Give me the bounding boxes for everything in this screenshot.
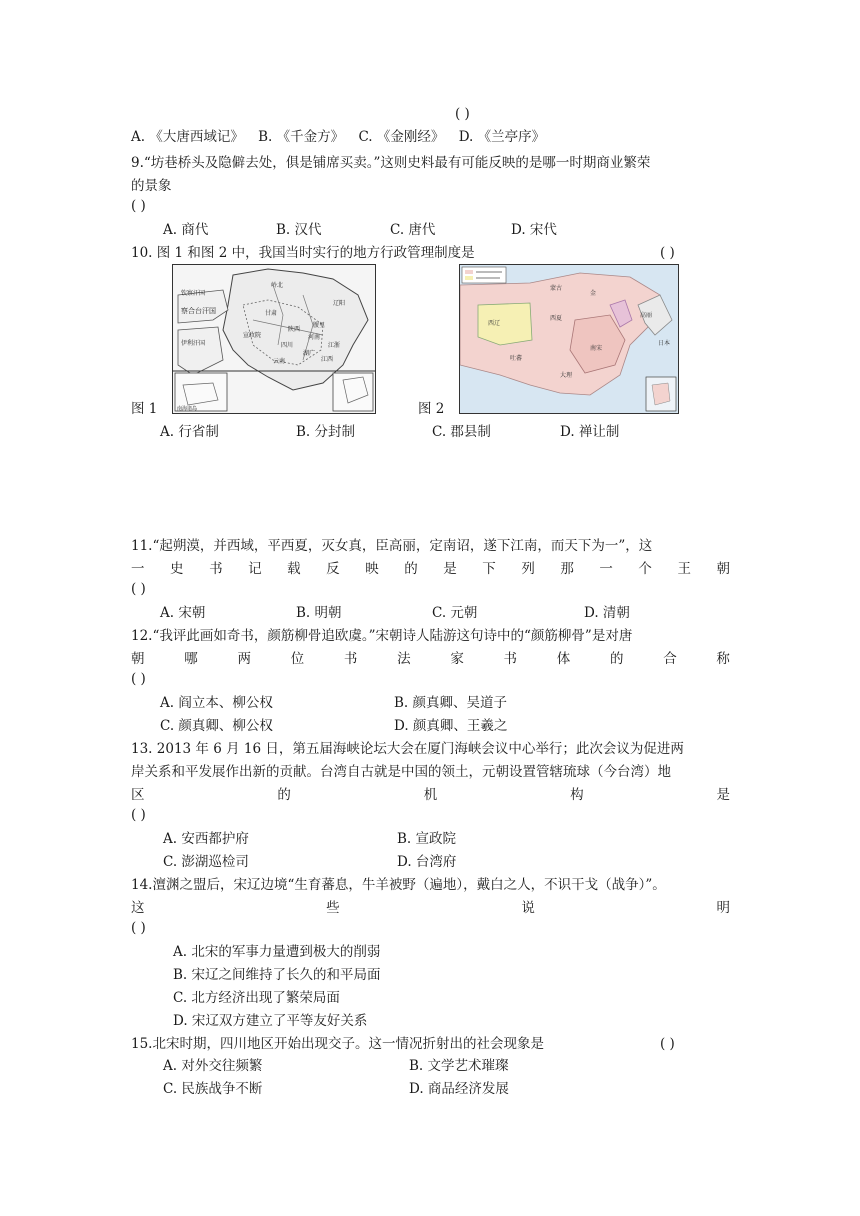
q11-option-d: D. 清朝 xyxy=(584,605,630,621)
q12-stem-line2-char: 家 xyxy=(450,651,464,667)
map1-label-xuanzheng: 宣政院 xyxy=(243,332,262,339)
q13-stem-line3-char: 机 xyxy=(423,787,438,803)
figure-1-yuan-map xyxy=(172,264,376,414)
map1-label-yunnan: 云南 xyxy=(273,358,286,365)
map2-label-tubo: 吐蕃 xyxy=(510,355,523,362)
q10-answer-paren: ( ) xyxy=(660,245,675,261)
q9-option-c: C. 唐代 xyxy=(390,222,436,238)
q12-stem-line2-char: 法 xyxy=(397,651,411,667)
map1-label-south-sea: 南海诸岛 xyxy=(177,406,198,412)
q11-options xyxy=(160,603,630,623)
map1-label-lingbei: 岭北 xyxy=(271,282,284,289)
q12-stem-line2 xyxy=(131,649,730,669)
q15-answer-paren: ( ) xyxy=(660,1036,675,1052)
q12-option-d: D. 颜真卿、王羲之 xyxy=(394,718,508,734)
q13-stem-line2: 岸关系和平发展作出新的贡献。台湾自古就是中国的领土，元朝设置管辖琉球（今台湾）地 xyxy=(131,764,671,780)
q15-option-b: B. 文学艺术璀璨 xyxy=(409,1058,509,1074)
map2-label-xixia: 西夏 xyxy=(550,315,563,322)
q15-option-d: D. 商品经济发展 xyxy=(409,1081,509,1097)
map1-label-henan: 河南 xyxy=(308,334,321,341)
q13-options-row1 xyxy=(163,829,456,849)
q12-options-row1 xyxy=(160,693,507,713)
q8-option-d: D. 《兰亭序》 xyxy=(458,129,546,145)
map2-label-goryeo: 高丽 xyxy=(640,312,653,319)
q13-answer-paren: ( ) xyxy=(131,807,146,823)
q12-stem-line2-char: 合 xyxy=(663,651,677,667)
q11-stem-line2-char: 王 xyxy=(677,561,691,577)
q11-option-b: B. 明朝 xyxy=(296,605,342,621)
map1-label-qincha: 钦察汗国 xyxy=(181,290,206,297)
q15-option-c: C. 民族战争不断 xyxy=(163,1081,263,1097)
figure-2-song-map xyxy=(459,264,679,414)
q14-stem-line2-char: 这 xyxy=(131,900,145,916)
q13-stem-line3-char: 构 xyxy=(570,787,584,803)
q11-stem-line2-char: 载 xyxy=(287,561,301,577)
map1-label-chagatai: 察合台汗国 xyxy=(181,307,216,315)
q13-stem-line3 xyxy=(131,785,730,805)
q12-stem-line2-char: 书 xyxy=(343,651,358,667)
q11-stem-line2-char: 列 xyxy=(521,561,535,577)
q8-answer-paren: ( ) xyxy=(455,106,470,122)
map1-label-fuli: 腹里 xyxy=(313,322,326,329)
q12-stem-line2-char: 哪 xyxy=(184,651,198,667)
q12-stem-line2-char: 两 xyxy=(237,651,251,667)
map2-label-xiliao: 西辽 xyxy=(488,320,501,327)
map2-label-japan: 日本 xyxy=(658,340,671,347)
q10-option-b: B. 分封制 xyxy=(296,424,356,440)
map2-label-dali: 大理 xyxy=(560,372,573,379)
q10-options xyxy=(160,422,619,442)
q12-options-row2 xyxy=(160,716,507,736)
q14-option-c: C. 北方经济出现了繁荣局面 xyxy=(173,990,340,1006)
q11-option-a: A. 宋朝 xyxy=(160,605,206,621)
q11-stem-line2-char: 那 xyxy=(560,561,574,577)
map1-label-ilkhanate: 伊利汗国 xyxy=(181,340,206,347)
q9-stem-line1: 9.“坊巷桥头及隐僻去处，俱是铺席买卖。”这则史料最有可能反映的是哪一时期商业繁荣 xyxy=(131,155,651,171)
q11-stem-line2-char: 是 xyxy=(443,561,457,577)
q12-stem-line2-char: 朝 xyxy=(131,651,145,667)
map1-label-jiangxi: 江西 xyxy=(321,356,334,363)
q10-stem: 10. 图 1 和图 2 中，我国当时实行的地方行政管理制度是 xyxy=(131,245,475,261)
q14-answer-paren: ( ) xyxy=(131,920,146,936)
map1-label-sichuan: 四川 xyxy=(281,342,294,349)
map1-label-liaoyang: 辽阳 xyxy=(333,300,346,307)
q11-stem-line2-char: 记 xyxy=(248,561,262,577)
q9-stem-line2: 的景象 xyxy=(131,178,172,194)
q14-stem-line2-char: 说 xyxy=(521,900,535,916)
q11-stem-line1: 11.“起朔漠，并西域，平西夏，灭女真，臣高丽，定南诏，遂下江南，而天下为一”，这 xyxy=(131,538,653,554)
q9-option-a: A. 商代 xyxy=(163,222,209,238)
figure-2-map-drawing xyxy=(460,265,678,413)
q9-answer-paren: ( ) xyxy=(131,198,146,214)
q11-stem-line2-char: 下 xyxy=(482,561,496,577)
figure-1-map-drawing xyxy=(173,265,375,413)
q10-option-a: A. 行省制 xyxy=(160,424,219,440)
q15-option-a: A. 对外交往频繁 xyxy=(163,1058,263,1074)
map1-label-huguang: 湖广 xyxy=(303,350,316,357)
q10-option-d: D. 禅让制 xyxy=(560,424,620,440)
q10-option-c: C. 郡县制 xyxy=(432,424,491,440)
q9-option-b: B. 汉代 xyxy=(276,222,322,238)
map2-label-southern-song: 南宋 xyxy=(590,345,603,352)
q13-options-row2 xyxy=(163,852,456,872)
q9-options xyxy=(163,220,557,240)
q14-option-a: A. 北宋的军事力量遭到极大的削弱 xyxy=(173,944,381,960)
q14-stem-line2 xyxy=(131,898,730,918)
q8-option-c: C. 《金刚经》 xyxy=(358,129,445,145)
q11-stem-line2-char: 一 xyxy=(599,561,613,577)
q11-stem-line2-char: 反 xyxy=(326,561,340,577)
map2-label-mongol: 蒙古 xyxy=(550,285,563,292)
q13-stem-line3-char: 区 xyxy=(131,787,145,803)
q12-option-c: C. 颜真卿、柳公权 xyxy=(160,718,273,734)
q15-options-row2 xyxy=(163,1079,509,1099)
q12-option-b: B. 颜真卿、吴道子 xyxy=(394,695,508,711)
q12-stem-line2-char: 位 xyxy=(290,651,305,667)
figure-1-caption: 图 1 xyxy=(131,401,158,417)
q12-option-a: A. 阎立本、柳公权 xyxy=(160,695,273,711)
q13-option-b: B. 宣政院 xyxy=(397,831,457,847)
q12-stem-line2-char: 体 xyxy=(556,651,571,667)
q9-option-d: D. 宋代 xyxy=(511,222,557,238)
q14-option-b: B. 宋辽之间维持了长久的和平局面 xyxy=(173,967,381,983)
q13-stem-line1: 13. 2013 年 6 月 16 日，第五届海峡论坛大会在厦门海峡会议中心举行；此次会议为促进两 xyxy=(131,741,684,757)
map1-label-jiangzhe: 江浙 xyxy=(328,342,341,349)
q15-stem: 15.北宋时期，四川地区开始出现交子。这一情况折射出的社会现象是 xyxy=(131,1036,544,1052)
q8-option-a: A. 《大唐西域记》 xyxy=(131,129,244,145)
q11-stem-line2 xyxy=(131,559,730,579)
q14-stem-line2-char: 些 xyxy=(326,900,340,916)
q12-stem-line2-char: 的 xyxy=(609,651,624,667)
figure-2-caption: 图 2 xyxy=(418,401,445,417)
q14-stem-line2-char: 明 xyxy=(716,900,730,916)
q11-stem-line2-char: 朝 xyxy=(716,561,730,577)
q8-option-b: B. 《千金方》 xyxy=(258,129,345,145)
q11-stem-line2-char: 的 xyxy=(404,561,418,577)
q12-stem-line2-char: 称 xyxy=(716,651,730,667)
q11-stem-line2-char: 一 xyxy=(131,561,145,577)
q15-options-row1 xyxy=(163,1056,509,1076)
q13-option-a: A. 安西都护府 xyxy=(163,831,249,847)
q13-option-c: C. 澎湖巡检司 xyxy=(163,854,249,870)
map2-label-jin: 金 xyxy=(590,290,597,297)
q11-stem-line2-char: 史 xyxy=(170,561,184,577)
map1-label-shaanxi: 陕西 xyxy=(288,326,301,333)
q12-answer-paren: ( ) xyxy=(131,671,146,687)
q11-stem-line2-char: 个 xyxy=(638,561,652,577)
q8-options xyxy=(131,127,545,147)
q14-stem-line1: 14.澶渊之盟后，宋辽边境“生育蕃息，牛羊被野（遍地），戴白之人，不识干戈（战争）”。 xyxy=(131,877,666,893)
q12-stem-line1: 12.“我评此画如奇书，颜筋柳骨追欧虞。”宋朝诗人陆游这句诗中的“颜筋柳骨”是对唐 xyxy=(131,628,633,644)
q13-stem-line3-char: 是 xyxy=(716,787,730,803)
q11-stem-line2-char: 书 xyxy=(209,561,223,577)
q11-option-c: C. 元朝 xyxy=(432,605,478,621)
q11-stem-line2-char: 映 xyxy=(365,561,379,577)
q13-stem-line3-char: 的 xyxy=(277,787,291,803)
q11-answer-paren: ( ) xyxy=(131,581,146,597)
q14-option-d: D. 宋辽双方建立了平等友好关系 xyxy=(173,1013,368,1029)
q13-option-d: D. 台湾府 xyxy=(397,854,457,870)
map1-label-gansu: 甘肃 xyxy=(265,310,278,317)
q12-stem-line2-char: 书 xyxy=(503,651,518,667)
